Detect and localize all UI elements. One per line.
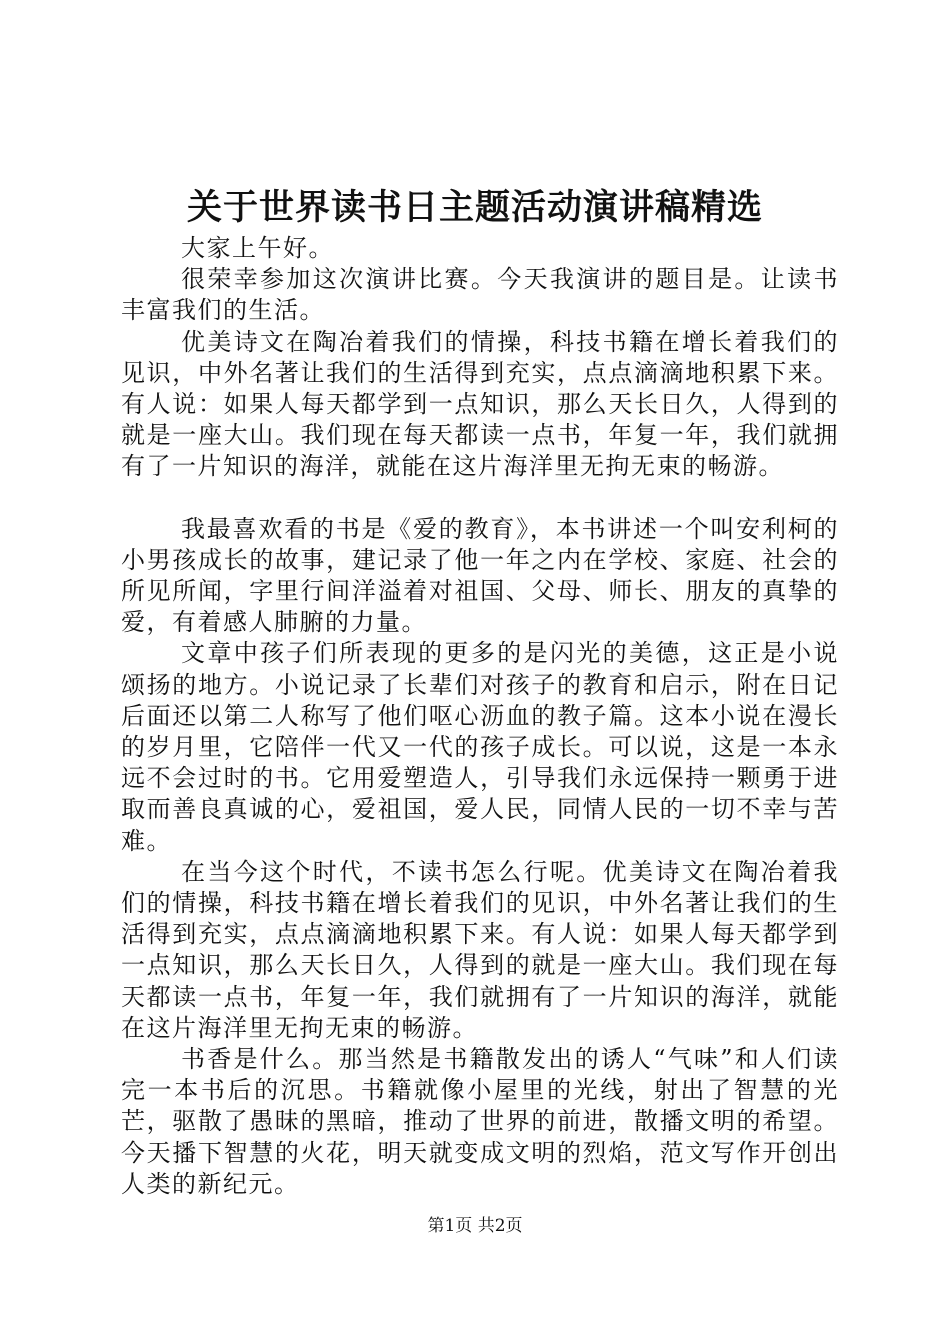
paragraph-modern-era: 在当今这个时代，不读书怎么行呢。优美诗文在陶冶着我们的情操，科技书籍在增长着我们的见识，中外名著让我们的生活得到充实，点点滴滴地积累下来。有人说：如果人每天都学到一点知识，那么天长日久，人得到的就是一座大山。我们现在每天都读一点书，年复一年，我们就拥有了一片知识的海洋，就能在这片海洋里无拘无束的畅游。 (121, 857, 839, 1042)
document-title: 关于世界读书日主题活动演讲稿精选 (186, 187, 763, 228)
paragraph-book-fragrance: 书香是什么。那当然是书籍散发出的诱人“气味”和人们读完一本书后的沉思。书籍就像小屋里的光线，射出了智慧的光芒，驱散了愚昧的黑暗，推动了世界的前进，散播文明的希望。今天播下智慧的火花，明天就变成文明的烈焰，范文写作开创出人类的新纪元。 (121, 1045, 839, 1198)
page-number-footer: 第1页 共2页 (427, 1216, 523, 1236)
paragraph-reading-value: 优美诗文在陶冶着我们的情操，科技书籍在增长着我们的见识，中外名著让我们的生活得到充实，点点滴滴地积累下来。有人说：如果人每天都学到一点知识，那么天长日久，人得到的就是一座大山。我们现在每天都读一点书，年复一年，我们就拥有了一片知识的海洋，就能在这片海洋里无拘无束的畅游。 (121, 327, 839, 481)
paragraph-intro: 很荣幸参加这次演讲比赛。今天我演讲的题目是。让读书丰富我们的生活。 (121, 265, 839, 325)
paragraph-greeting: 大家上午好。 (181, 234, 334, 262)
document-body (121, 233, 839, 1200)
paragraph-spacer (121, 483, 839, 514)
paragraph-book-virtues: 文章中孩子们所表现的更多的是闪光的美德，这正是小说颂扬的地方。小说记录了长辈们对孩子的教育和启示，附在日记后面还以第二人称写了他们呕心沥血的教子篇。这本小说在漫长的岁月里，它陪伴一代又一代的孩子成长。可以说，这是一本永远不会过时的书。它用爱塑造人，引导我们永远保持一颗勇于进取而善良真诚的心，爱祖国，爱人民，同情人民的一切不幸与苦难。 (121, 639, 839, 855)
paragraph-favorite-book: 我最喜欢看的书是《爱的教育》，本书讲述一个叫安利柯的小男孩成长的故事，建记录了他一年之内在学校、家庭、社会的所见所闻，字里行间洋溢着对祖国、父母、师长、朋友的真挚的爱，有着感人肺腑的力量。 (121, 514, 839, 637)
